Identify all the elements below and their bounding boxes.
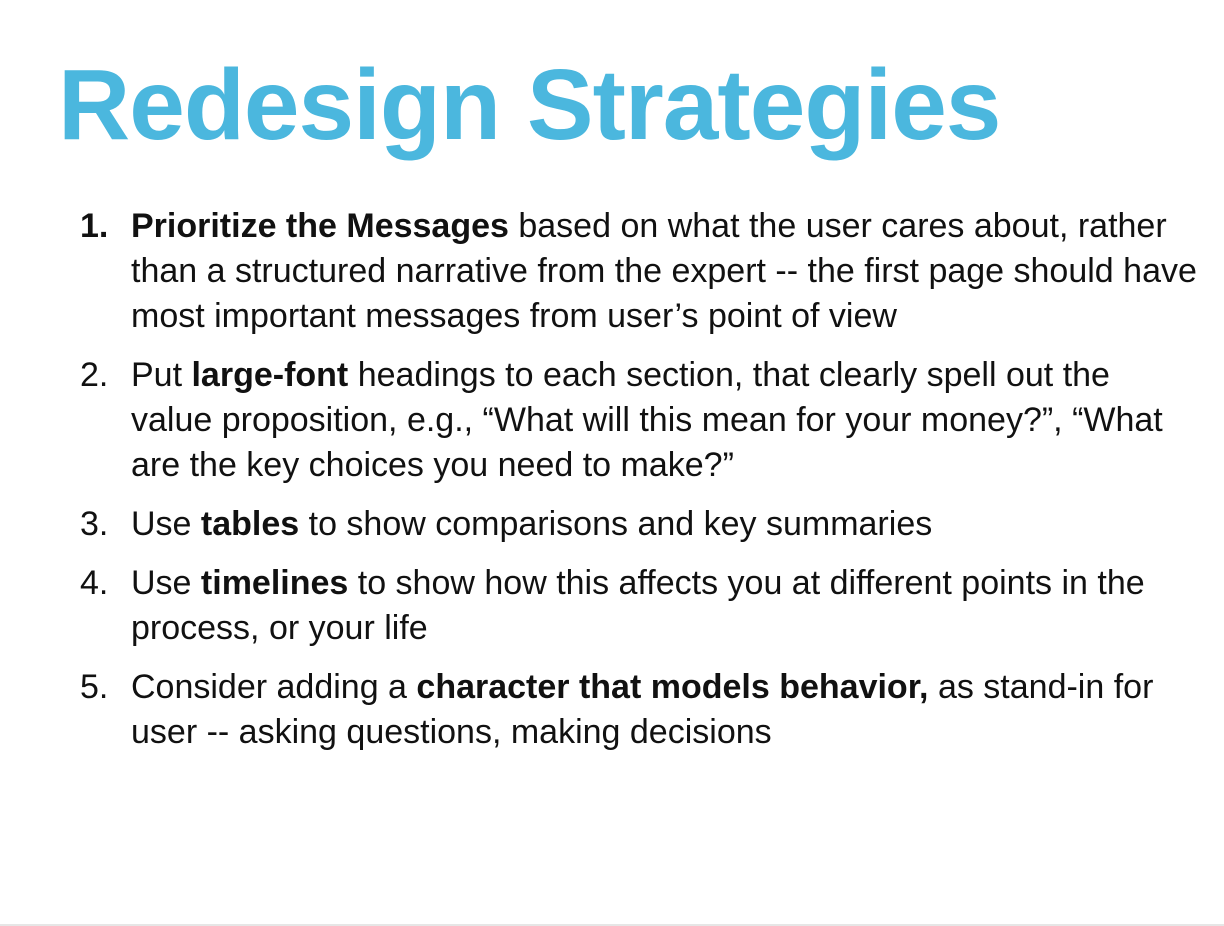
item-pre-text: Consider adding a [131, 668, 417, 706]
item-number: 3. [80, 505, 109, 543]
item-bold-text: tables [200, 505, 300, 543]
item-text: as stand-in for user -- asking questions, making decisions [131, 668, 1154, 751]
item-number: 4. [80, 564, 109, 602]
item-bold-text: large-font [191, 356, 349, 394]
item-text: to show how this affects you at different points in the process, or your life [131, 564, 1145, 647]
item-text: based on what the user cares about, rather than a structured narrative from the expert -- the first page should have most important messages from user’s point of view [131, 207, 1197, 335]
item-text: to show comparisons and key summaries [299, 505, 933, 543]
list-item [80, 502, 1200, 547]
item-bold-text: character that models behavior, [416, 668, 929, 706]
list-item [80, 561, 1200, 651]
item-number: 2. [80, 356, 109, 394]
item-number: 1. [80, 207, 109, 245]
strategy-list [80, 204, 1200, 769]
item-pre-text: Use [131, 564, 201, 602]
list-item [80, 665, 1200, 755]
item-pre-text: Put [131, 356, 192, 394]
list-item [80, 204, 1200, 339]
slide-title: Redesign Strategies [58, 49, 1001, 161]
item-text: headings to each section, that clearly spell out the value proposition, e.g., “What will this mean for your money?”, “What are the key choices you need to make?” [131, 356, 1163, 484]
item-bold-text: Prioritize the Messages [131, 207, 509, 245]
list-item [80, 353, 1200, 488]
item-pre-text: Use [131, 505, 201, 543]
item-number: 5. [80, 668, 109, 706]
item-bold-text: timelines [200, 564, 349, 602]
